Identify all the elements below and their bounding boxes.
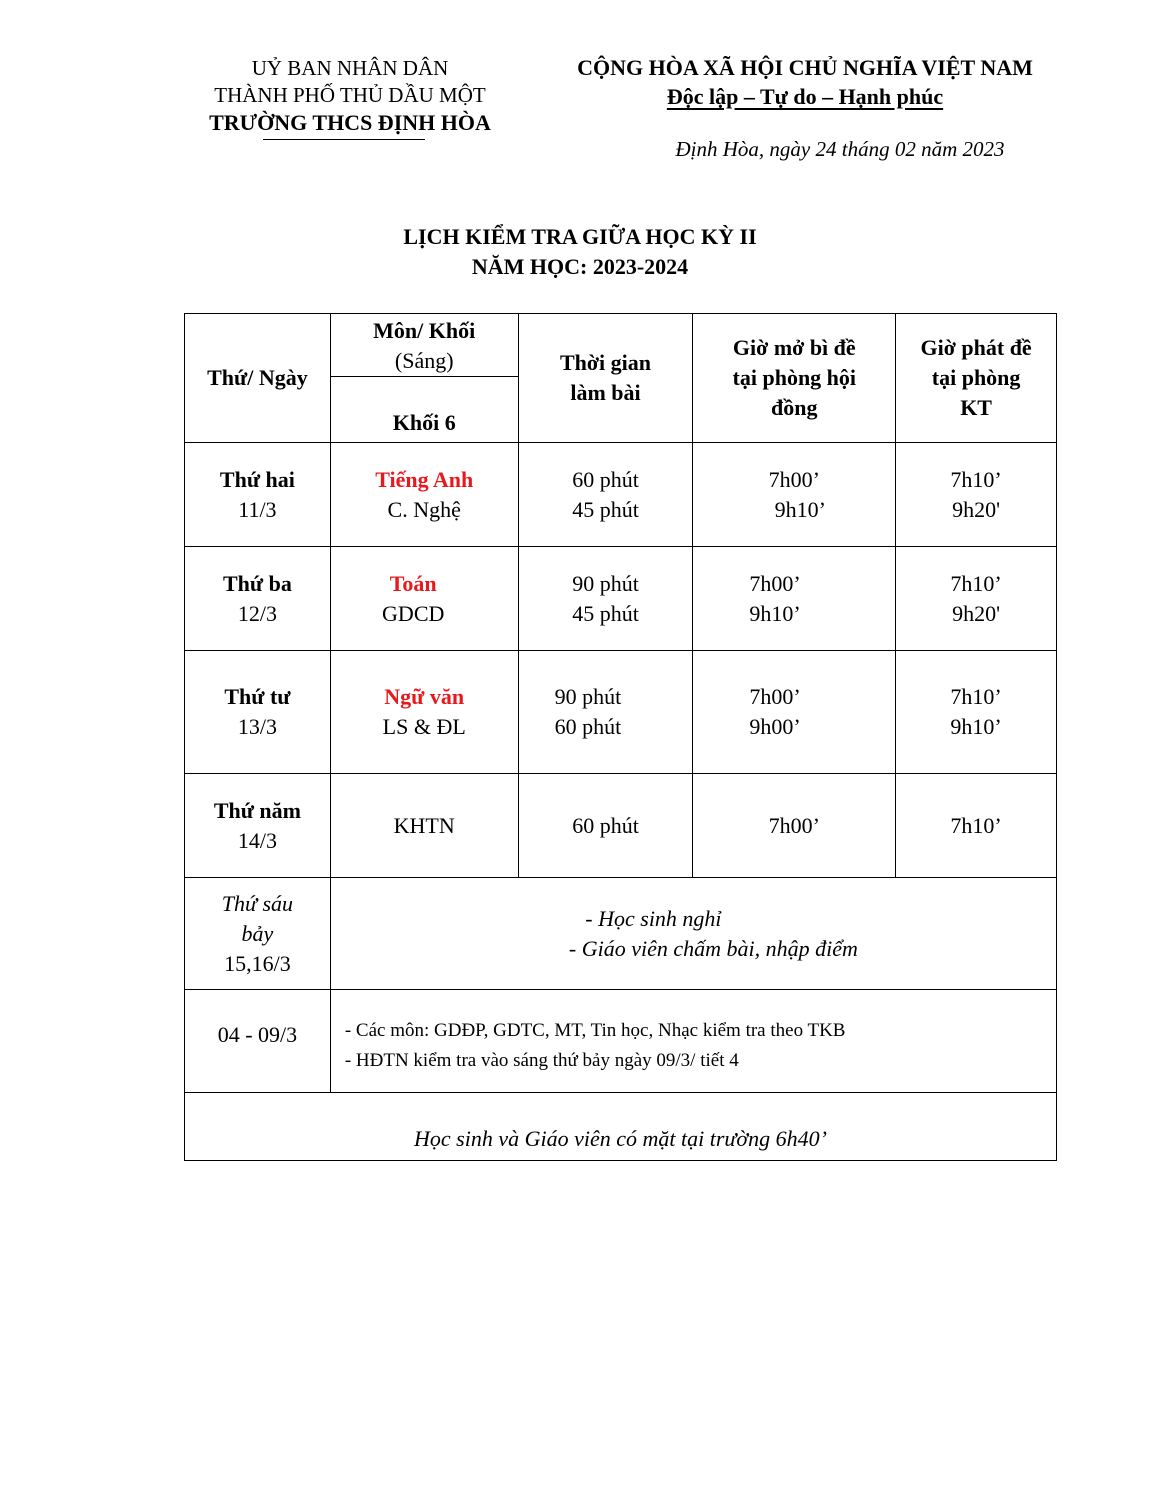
header-hand-time [896, 314, 1057, 443]
date-label: 12/3 [237, 600, 277, 626]
off-note-2: - Giáo viên chấm bài, nhập điểm [568, 935, 858, 961]
main-subject: Ngữ văn [384, 684, 465, 709]
second-subject: LS & ĐL [382, 714, 466, 739]
hand-time-2: 9h10’ [950, 714, 1002, 739]
date-label: 11/3 [238, 496, 277, 522]
header-grade: Khối 6 [330, 377, 518, 443]
row-open-time [693, 651, 896, 774]
row-hand-time [896, 547, 1057, 651]
row-hand-time [896, 651, 1057, 774]
other-note-2: - HĐTN kiểm tra vào sáng thứ bảy ngày 09/3/ tiết 4 [344, 1050, 739, 1071]
row-subject: KHTN [330, 774, 518, 878]
row-day [185, 651, 331, 774]
header-duration-l2: làm bài [570, 380, 641, 405]
duration-2: 60 phút [554, 714, 622, 739]
off-row-notes [330, 878, 1056, 990]
day-label: Thứ hai [219, 466, 295, 492]
hand-time-2: 9h20' [952, 600, 1001, 626]
header-subject [330, 314, 518, 377]
document-date: Định Hòa, ngày 24 tháng 02 năm 2023 [675, 137, 1005, 161]
second-subject: GDCD [382, 600, 445, 626]
row-subject [330, 443, 518, 547]
off-day-1: Thứ sáu [221, 890, 294, 916]
authority-line: UỶ BAN NHÂN DÂN [251, 56, 449, 80]
final-row [185, 1093, 1057, 1161]
row-day [185, 774, 331, 878]
header-subject-label: Môn/ Khối [373, 318, 476, 343]
other-row [185, 990, 1057, 1093]
other-row-notes [330, 990, 1056, 1093]
off-row [185, 878, 1057, 990]
second-subject: C. Nghệ [387, 496, 461, 522]
row-open-time: 7h00’ [693, 774, 896, 878]
row-duration: 60 phút [518, 774, 693, 878]
row-hand-time: 7h10’ [896, 774, 1057, 878]
row-open-time [693, 443, 896, 547]
off-row-day [185, 878, 331, 990]
row-hand-time [896, 443, 1057, 547]
other-note-1: - Các môn: GDĐP, GDTC, MT, Tin học, Nhạc kiểm tra theo TKB [344, 1020, 846, 1041]
hand-time-2: 9h20' [952, 496, 1001, 522]
date-label: 13/3 [237, 714, 277, 739]
open-time-2: 9h00’ [749, 714, 801, 739]
final-note: Học sinh và Giáo viên có mặt tại trường 6h40’ [185, 1093, 1057, 1161]
title-line-2: NĂM HỌC: 2023-2024 [471, 254, 689, 279]
header-hand-l2: tại phòng [931, 365, 1021, 390]
header-hand-l1: Giờ phát đề [920, 335, 1032, 360]
row-subject [330, 651, 518, 774]
off-note-1: - Học sinh nghỉ [585, 905, 722, 931]
row-open-time [693, 547, 896, 651]
open-time-1: 7h00’ [749, 684, 801, 709]
title-line-1: LỊCH KIỂM TRA GIỮA HỌC KỲ II [403, 224, 757, 249]
header-open-l2: tại phòng hội [732, 365, 857, 390]
header-day: Thứ/ Ngày [185, 314, 331, 443]
day-label: Thứ ba [222, 570, 292, 596]
exam-schedule-table [184, 313, 1057, 1161]
header-open-time [693, 314, 896, 443]
row-duration [518, 651, 693, 774]
day-label: Thứ năm [213, 797, 301, 823]
national-motto: Độc lập – Tự do – Hạnh phúc [666, 84, 944, 109]
header-session: (Sáng) [394, 348, 454, 373]
main-subject: Tiếng Anh [375, 466, 474, 492]
off-date: 15,16/3 [224, 950, 291, 976]
city-line: THÀNH PHỐ THỦ DẦU MỘT [214, 83, 486, 107]
hand-time-1: 7h10’ [950, 466, 1002, 492]
duration-2: 45 phút [572, 496, 639, 522]
table-row [185, 547, 1057, 651]
header-duration [518, 314, 693, 443]
header-left-rule [263, 139, 425, 140]
row-subject [330, 547, 518, 651]
header-left [170, 55, 530, 136]
header-right [545, 53, 1065, 111]
header-open-l1: Giờ mở bì đề [732, 335, 856, 360]
hand-time-1: 7h10’ [950, 570, 1002, 596]
duration-2: 45 phút [572, 600, 639, 626]
hand-time-1: 7h10’ [950, 684, 1002, 709]
header-row [185, 314, 1057, 377]
other-row-date: 04 - 09/3 [185, 990, 331, 1093]
row-duration [518, 547, 693, 651]
duration-1: 90 phút [554, 684, 622, 709]
duration-1: 90 phút [572, 570, 639, 596]
header-duration-l1: Thời gian [559, 350, 652, 375]
open-time-1: 7h00’ [749, 570, 801, 596]
day-label: Thứ tư [224, 684, 291, 709]
table-row [185, 774, 1057, 878]
country-name: CỘNG HÒA XÃ HỘI CHỦ NGHĨA VIỆT NAM [577, 55, 1033, 80]
row-day [185, 443, 331, 547]
header-open-l3: đồng [771, 395, 818, 420]
school-name: TRƯỜNG THCS ĐỊNH HÒA [209, 110, 491, 135]
off-day-2: bảy [241, 920, 274, 946]
open-time-1: 7h00’ [768, 466, 820, 492]
document-title [300, 222, 860, 282]
row-duration [518, 443, 693, 547]
date-label: 14/3 [237, 827, 277, 853]
table-row [185, 651, 1057, 774]
main-subject: Toán [389, 570, 437, 596]
open-time-2: 9h10’ [749, 600, 801, 626]
open-time-2: 9h10’ [774, 496, 826, 522]
table-row [185, 443, 1057, 547]
header-hand-l3: KT [960, 395, 992, 420]
row-day [185, 547, 331, 651]
duration-1: 60 phút [572, 466, 639, 492]
